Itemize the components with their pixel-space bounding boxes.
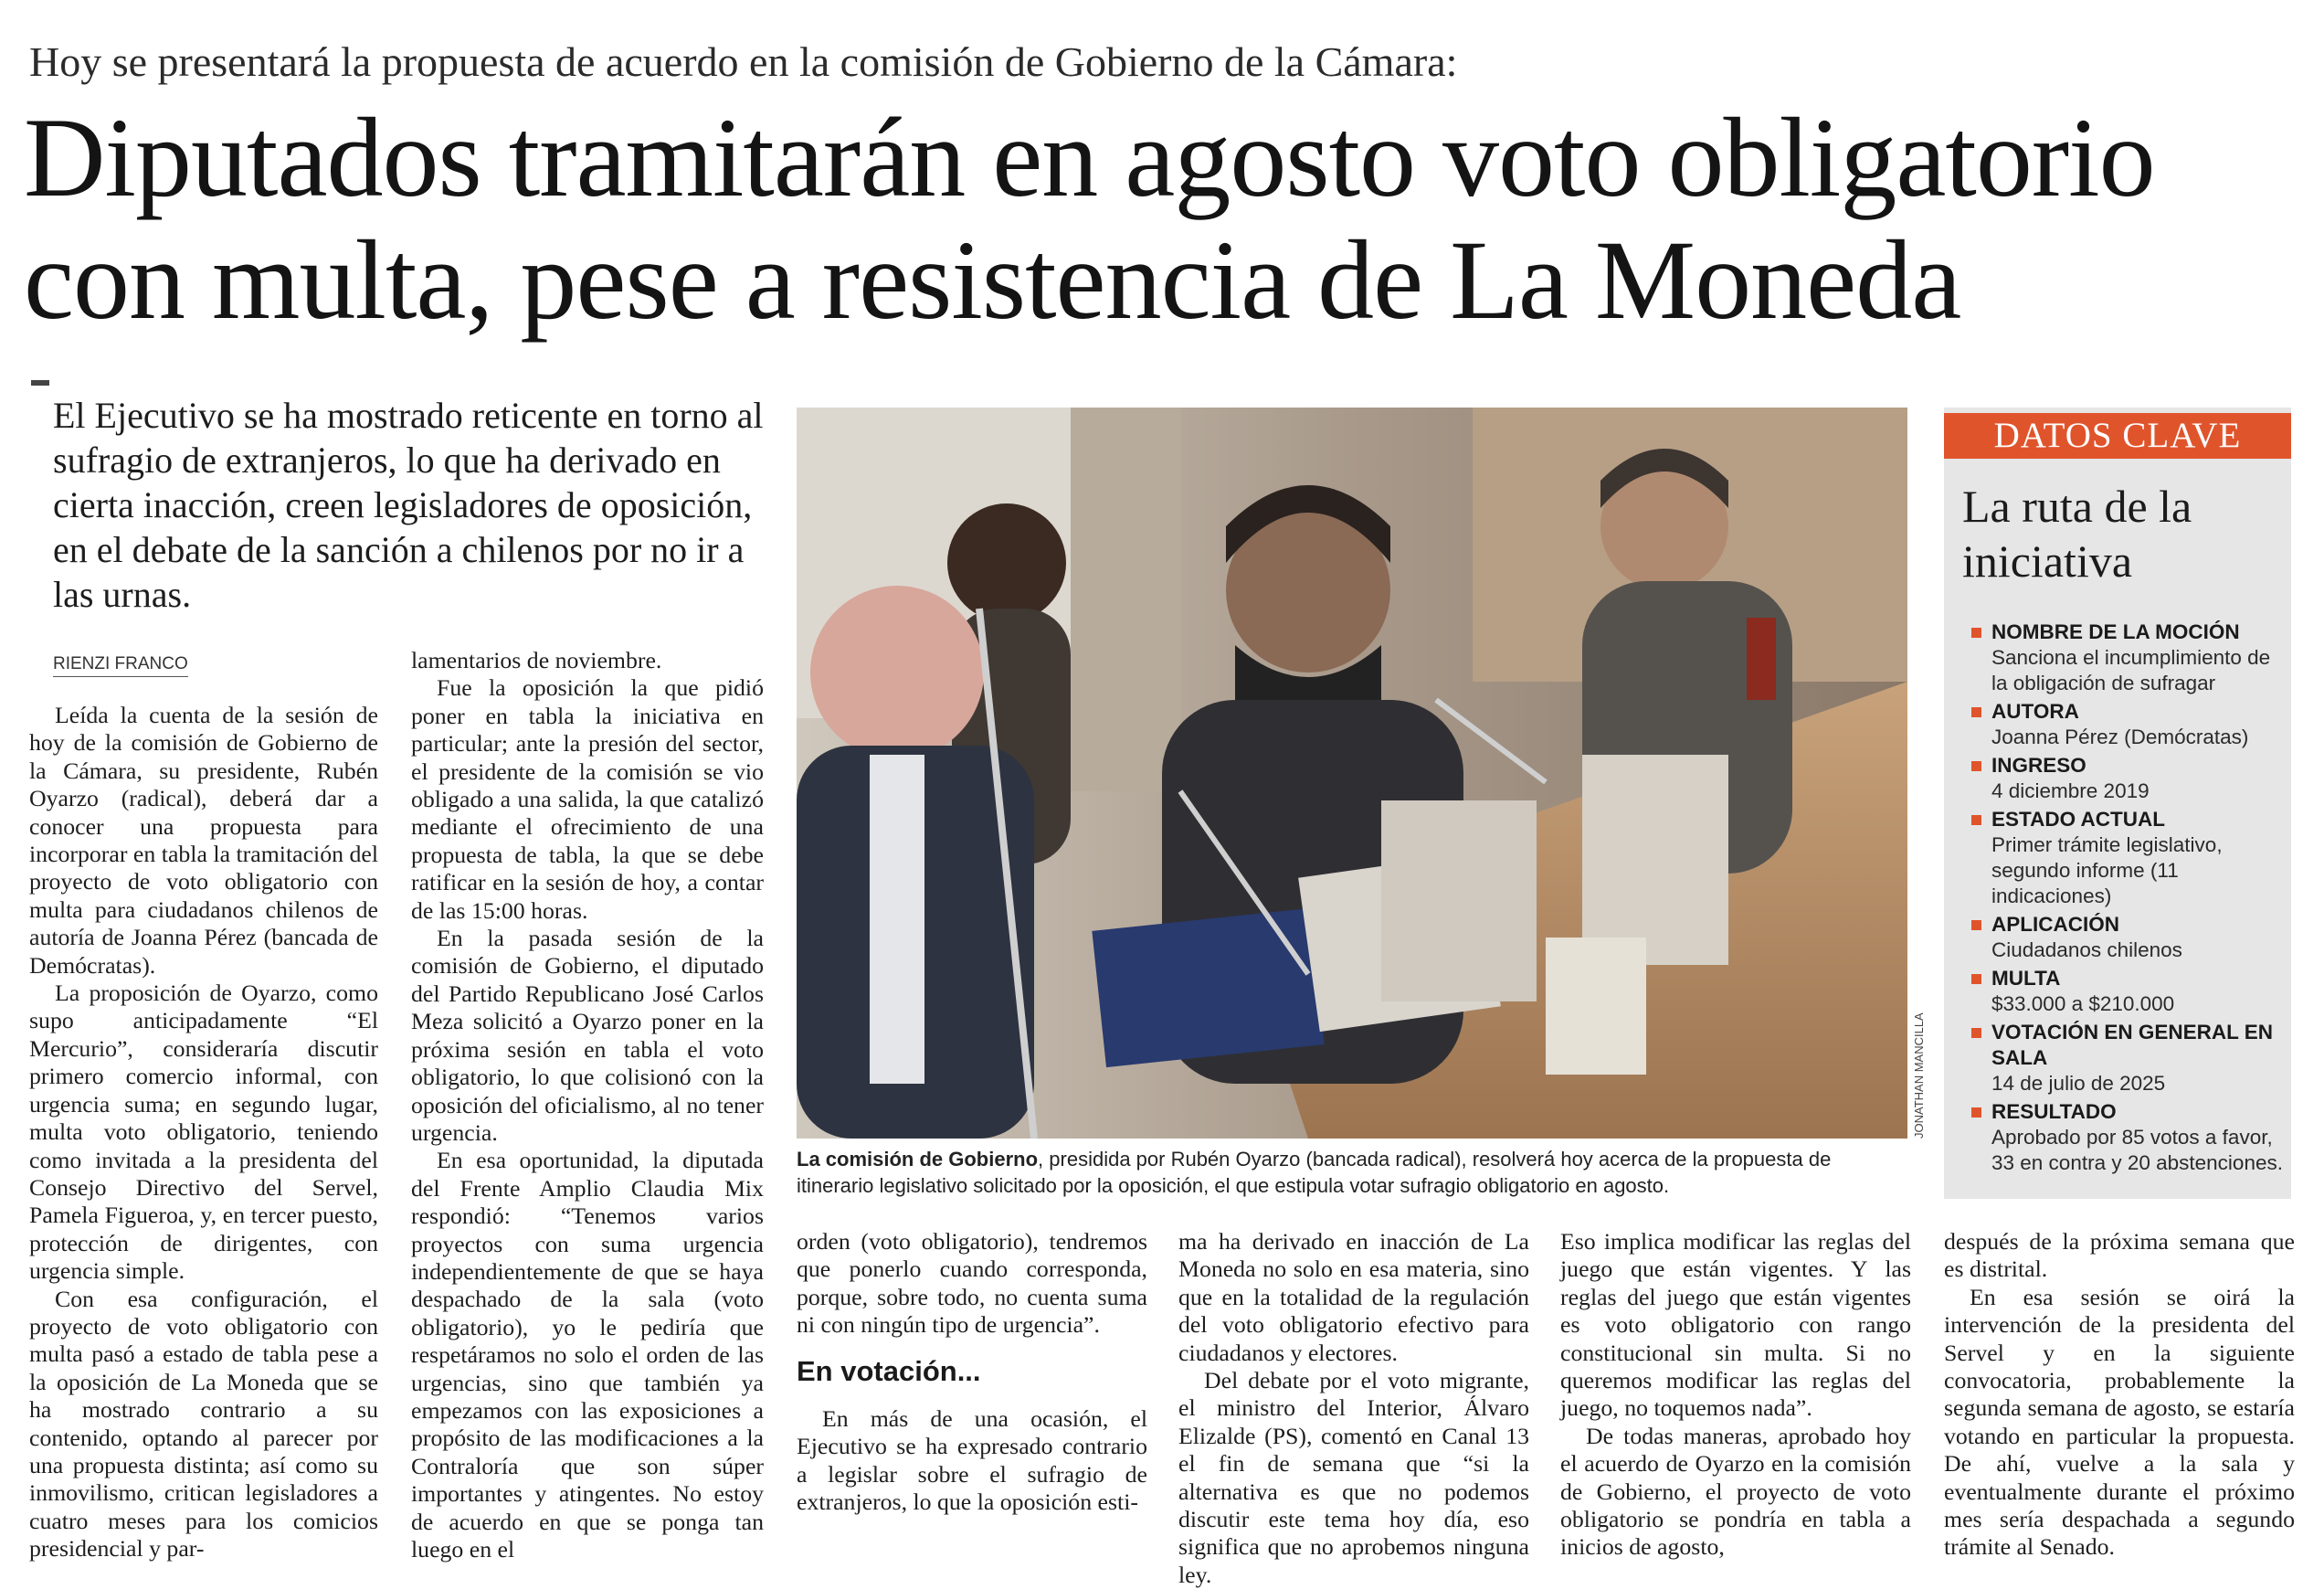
paragraph: Eso implica modificar las reglas del juego que están vigentes. Y las reglas del juego que están vigentes es voto obligatorio con rango constitucional sin multa. Si no queremos modificar las reglas del juego, no toquemos nada”. [1560, 1228, 1911, 1422]
fact-value: Aprobado por 85 votos a favor, 33 en contra y 20 abstenciones. [1991, 1126, 2283, 1174]
caption-lead: La comisión de Gobierno [797, 1148, 1039, 1171]
fact-item [1971, 966, 2287, 1017]
fact-heading: NOMBRE DE LA MOCIÓN [1991, 620, 2240, 643]
paragraph: después de la próxima semana que es distrital. [1944, 1228, 2295, 1283]
body-column-1 [29, 702, 378, 1563]
fact-value: Primer trámite legislativo, segundo informe (11 indicaciones) [1991, 833, 2223, 907]
headline-line-1: Diputados tramitarán en agosto voto obligatorio [24, 95, 2155, 220]
key-facts-sidebar [1944, 408, 2291, 1199]
lead-rule [31, 380, 49, 386]
bullet-square-icon [1971, 920, 1981, 930]
kicker: Hoy se presentará la propuesta de acuerdo en la comisión de Gobierno de la Cámara: [29, 38, 1458, 85]
paragraph: En la pasada sesión de la comisión de Gobierno, el diputado del Partido Republicano José Carlos Meza solicitó a Oyarzo poner en la próxima sesión en tabla el voto obligatorio, lo que colisionó con la oposición del oficialismo, al no tener urgencia. [411, 925, 764, 1146]
fact-value: Sanciona el incumplimiento de la obligación de sufragar [1991, 646, 2271, 694]
fact-item [1971, 1020, 2287, 1096]
paragraph: Del debate por el voto migrante, el ministro del Interior, Álvaro Elizalde (PS), comentó en Canal 13 el fin de semana que “si la alternativa es que no podemos discutir este tema hoy día, eso significa que no aprobemos ninguna ley. [1178, 1367, 1529, 1588]
news-photo [797, 408, 1907, 1139]
paragraph: Leída la cuenta de la sesión de hoy de la comisión de Gobierno de la Cámara, su presidente, Rubén Oyarzo (radical), deberá dar a conocer una propuesta para incorporar en tabla la tramitación del proyecto de voto obligatorio con multa para ciudadanos chilenos de autoría de Joanna Pérez (bancada de Demócratas). [29, 702, 378, 979]
sidebar-list [1971, 620, 2287, 1179]
paragraph: orden (voto obligatorio), tendremos que ponerlo cuando corresponda, porque, sobre todo, no cuenta suma ni con ningún tipo de urgencia”. [797, 1228, 1147, 1339]
paragraph: ma ha derivado en inacción de La Moneda no solo en esa materia, sino que en la totalidad de la regulación del voto obligatorio efectivo para ciudadanos y electores. [1178, 1228, 1529, 1366]
headline-line-2: con multa, pese a resistencia de La Moneda [24, 217, 1961, 343]
body-column-3 [797, 1228, 1147, 1517]
fact-value: Joanna Pérez (Demócratas) [1991, 726, 2249, 748]
bullet-square-icon [1971, 815, 1981, 825]
caption-text: , presidida por Rubén Oyarzo (bancada radical), resolverá hoy acerca de la propuesta de itinerario legislativo solicitado por la oposición, el que estipula votar sufragio obligatorio en agosto. [797, 1148, 1832, 1197]
body-column-4 [1178, 1228, 1529, 1589]
fact-value: 4 diciembre 2019 [1991, 779, 2150, 802]
paragraph: En más de una ocasión, el Ejecutivo se ha expresado contrario a legislar sobre el sufragio de extranjeros, lo que la oposición esti- [797, 1405, 1147, 1516]
fact-heading: RESULTADO [1991, 1100, 2117, 1123]
photo-illustration [797, 408, 1907, 1139]
fact-heading: APLICACIÓN [1991, 913, 2119, 936]
paragraph: La proposición de Oyarzo, como supo anticipadamente “El Mercurio”, consideraría discutir primero comercio informal, con urgencia suma; en segundo lugar, multa voto obligatorio, teniendo como invitada a la presidenta del Consejo Directivo del Servel, Pamela Figueroa, y, en tercer puesto, protección de dirigentes, con urgencia simple. [29, 980, 378, 1285]
lead-paragraph: El Ejecutivo se ha mostrado reticente en torno al sufragio de extranjeros, lo que ha derivado en cierta inacción, creen legisladores de oposición, en el debate de la sanción a chilenos por no ir a las urnas. [53, 395, 764, 615]
body-column-6 [1944, 1228, 2295, 1562]
bullet-square-icon [1971, 974, 1981, 984]
fact-item [1971, 807, 2287, 909]
sidebar-title: La ruta de la iniciativa [1962, 481, 2192, 587]
sidebar-label: DATOS CLAVE [1944, 413, 2291, 459]
paragraph: lamentarios de noviembre. [411, 647, 662, 673]
section-subhead: En votación... [797, 1354, 981, 1387]
paragraph: Con esa configuración, el proyecto de voto obligatorio con multa pasó a estado de tabla pese a la oposición de La Moneda que se ha mostrado contrario a su contenido, optando al parecer por una propuesta distinta; así como su inmovilismo, critican legisladores a cuatro meses para los comicios presidencial y par- [29, 1285, 378, 1563]
fact-heading: VOTACIÓN EN GENERAL EN SALA [1991, 1021, 2273, 1069]
fact-heading: AUTORA [1991, 700, 2079, 723]
photo-credit: JONATHAN MANCILLA [1912, 1012, 1926, 1139]
headline [24, 97, 2308, 342]
byline: RIENZI FRANCO [53, 654, 188, 677]
body-column-5 [1560, 1228, 1911, 1562]
fact-item [1971, 912, 2287, 963]
fact-value: $33.000 a $210.000 [1991, 992, 2175, 1015]
body-column-2 [411, 647, 764, 1563]
paragraph: En esa sesión se oirá la intervención de la presidenta del Servel y en la siguiente convocatoria, probablemente la segunda semana de agosto, se estaría votando en particular la propuesta. De ahí, vuelve a la sala y eventualmente durante el próximo mes sería despachada a segundo trámite al Senado. [1944, 1283, 2295, 1561]
fact-item [1971, 699, 2287, 750]
photo-caption [797, 1146, 1907, 1199]
paragraph: Fue la oposición la que pidió poner en tabla la iniciativa en particular; ante la presión del sector, el presidente de la comisión se vio obligado a una salida, la que catalizó mediante el ofrecimiento de una propuesta de tabla, la que se debe ratificar en la sesión de hoy, a contar de las 15:00 horas. [411, 674, 764, 924]
bullet-square-icon [1971, 628, 1981, 638]
fact-value: 14 de julio de 2025 [1991, 1072, 2166, 1095]
bullet-square-icon [1971, 761, 1981, 771]
fact-heading: INGRESO [1991, 754, 2086, 777]
fact-item [1971, 620, 2287, 696]
fact-value: Ciudadanos chilenos [1991, 938, 2182, 961]
bullet-square-icon [1971, 1107, 1981, 1118]
fact-heading: MULTA [1991, 967, 2061, 990]
paragraph: De todas maneras, aprobado hoy el acuerdo de Oyarzo en la comisión de Gobierno, el proyecto de voto obligatorio se pondría en tabla a inicios de agosto, [1560, 1422, 1911, 1561]
bullet-square-icon [1971, 707, 1981, 717]
paragraph: En esa oportunidad, la diputada del Frente Amplio Claudia Mix respondió: “Tenemos varios proyectos con suma urgencia independientemente de que se haya despachado de la sala (voto obligatorio), yo le pediría que respetáramos no solo el orden de las urgencias, sino que también ya empezamos con las exposiciones a propósito de las modificaciones a la Contraloría que son súper importantes y atingentes. No estoy de acuerdo en que se ponga tan luego en el [411, 1147, 764, 1563]
fact-item [1971, 753, 2287, 804]
fact-item [1971, 1099, 2287, 1176]
fact-heading: ESTADO ACTUAL [1991, 808, 2165, 831]
bullet-square-icon [1971, 1028, 1981, 1038]
